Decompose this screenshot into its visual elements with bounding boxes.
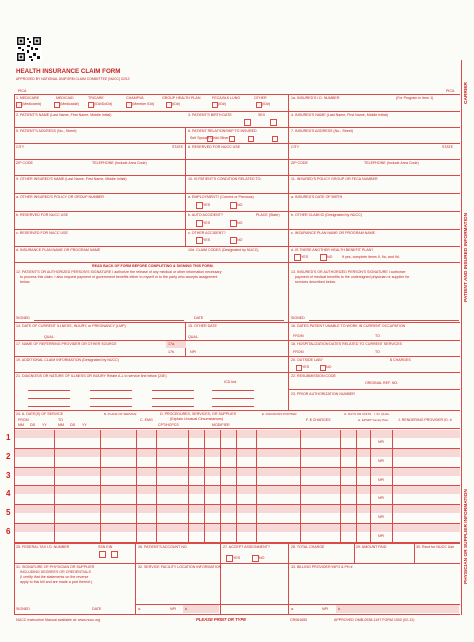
plan-yes-checkbox[interactable] xyxy=(294,254,301,261)
rule xyxy=(14,246,460,247)
field-25: 25. FEDERAL TAX I.D. NUMBER xyxy=(16,545,70,549)
readback-note: READ BACK OF FORM BEFORE COMPLETING & SIGNING THIS FORM. xyxy=(92,264,214,268)
rule xyxy=(14,543,460,544)
field-32a: a. xyxy=(138,607,141,611)
icd-ind: ICD Ind. xyxy=(224,380,238,384)
insured-tel-label: TELEPHONE (Include Area Code) xyxy=(364,161,419,165)
field-31-line2: INCLUDING DEGREES OR CREDENTIALS xyxy=(20,570,91,574)
field-7: 7. INSURED'S ADDRESS (No., Street) xyxy=(291,129,353,133)
col-divider xyxy=(185,322,186,356)
pica-left: PICA xyxy=(18,89,27,93)
service-line-npi: NPI xyxy=(378,515,384,520)
rule-top xyxy=(14,94,460,95)
insured-city-label: CITY xyxy=(291,145,300,149)
field-17a: 17a. xyxy=(168,342,175,346)
dd-24-to: DD xyxy=(70,423,76,427)
qual-15: QUAL. xyxy=(188,335,199,339)
field-24d-note: (Explain Unusual Circumstances) xyxy=(170,417,224,421)
program-note: (For Program in Item 1) xyxy=(396,96,434,100)
rule xyxy=(14,372,460,373)
field-32b: b. xyxy=(185,607,188,611)
diag-h-line xyxy=(212,398,254,399)
field-32: 32. SERVICE FACILITY LOCATION INFORMATION xyxy=(138,565,222,569)
footer-omb: APPROVED OMB-0938-1197 FORM 1500 (02-12) xyxy=(334,618,415,622)
field-14: 14. DATE OF CURRENT ILLNESS, INJURY, or PREGNANCY (LMP) xyxy=(16,324,126,328)
pica-right: PICA xyxy=(446,89,455,93)
service-line-number: 3 xyxy=(6,470,11,480)
assign-yes-checkbox[interactable] xyxy=(226,555,233,562)
assign-yes: YES xyxy=(233,556,241,560)
zip-label: ZIP CODE xyxy=(16,161,33,165)
rule xyxy=(14,175,460,176)
assign-no-checkbox[interactable] xyxy=(252,555,259,562)
field-20: 20. OUTSIDE LAB? xyxy=(291,358,323,362)
rule xyxy=(14,159,460,160)
field-11a: a. INSURED'S DATE OF BIRTH xyxy=(291,195,343,199)
field-9d: d. INSURANCE PLAN NAME OR PROGRAM NAME xyxy=(16,248,101,252)
cpt-label: CPT/HCPCS xyxy=(158,423,179,427)
lab-yes: YES xyxy=(302,365,310,369)
service-line-shaded-row xyxy=(15,449,460,457)
tel-label: TELEPHONE (Include Area Code) xyxy=(92,161,147,165)
service-line-shaded-row xyxy=(15,430,460,438)
npi-33a: NPI xyxy=(322,607,328,611)
rule-bottom xyxy=(14,614,460,615)
col-divider xyxy=(185,127,186,246)
physician-label: PHYSICIAN OR SUPPLIER INFORMATION xyxy=(464,489,469,584)
rule xyxy=(14,111,460,112)
sex-f-checkbox[interactable] xyxy=(270,119,277,126)
form-title: HEALTH INSURANCE CLAIM FORM xyxy=(16,68,121,75)
medicare-id: (Medicare#) xyxy=(22,102,42,106)
field-10a: a. EMPLOYMENT? (Current or Previous) xyxy=(188,195,254,199)
field-19: 19. ADDITIONAL CLAIM INFORMATION (Designated by NUCC) xyxy=(16,358,119,362)
field-12-line2: to process this claim. I also request payment of government benefits either to myself or to the party who accepts assignment xyxy=(20,275,218,279)
charges-20: $ CHARGES xyxy=(390,358,411,362)
diag-j-line xyxy=(90,406,132,407)
orig-ref: ORIGINAL REF. NO. xyxy=(365,381,399,385)
date-label: DATE xyxy=(194,316,204,320)
qual-14: QUAL. xyxy=(44,335,55,339)
field-26: 26. PATIENT'S ACCOUNT NO. xyxy=(138,545,188,549)
qr-code-icon xyxy=(16,36,42,62)
field-11b: b. OTHER CLAIM ID (Designated by NUCC) xyxy=(291,213,362,217)
field-16: 16. DATES PATIENT UNABLE TO WORK IN CURRENT OCCUPATION xyxy=(291,324,406,328)
field-10b: b. AUTO ACCIDENT? xyxy=(188,213,223,217)
employment-yes: YES xyxy=(203,203,211,207)
tricare-label: TRICARE xyxy=(88,96,104,100)
rule xyxy=(288,389,460,390)
diag-l-line xyxy=(212,406,254,407)
insured-state-label: STATE xyxy=(442,145,454,149)
field-6-options: Self Spouse Child Other xyxy=(190,136,229,140)
other-label: OTHER xyxy=(254,96,267,100)
service-line-shaded-row xyxy=(15,524,460,532)
field-9a: a. OTHER INSURED'S POLICY OR GROUP NUMBER xyxy=(16,195,105,199)
service-line-shaded-row xyxy=(15,486,460,494)
field-29: 29. AMOUNT PAID xyxy=(356,545,387,549)
ssn-ein: SSN EIN xyxy=(98,545,113,549)
field-6: 6. PATIENT RELATIONSHIP TO INSURED xyxy=(188,129,257,133)
rel-spouse-checkbox[interactable] xyxy=(229,136,235,142)
diag-g-line xyxy=(152,398,194,399)
ein-checkbox[interactable] xyxy=(111,551,118,558)
col-divider xyxy=(414,543,415,563)
field-10: 10. IS PATIENT'S CONDITION RELATED TO: xyxy=(188,177,262,181)
diag-b-line xyxy=(90,390,132,391)
field-24h: H. EPSDT Family Plan xyxy=(358,418,389,422)
employment-no-checkbox[interactable] xyxy=(230,202,237,209)
field-3-sex: SEX xyxy=(258,113,266,117)
mm-24-to: MM xyxy=(58,423,64,427)
diag-a-line xyxy=(28,390,70,391)
modifier-label: MODIFIER xyxy=(212,423,230,427)
city-label: CITY xyxy=(16,145,25,149)
ssn-checkbox[interactable] xyxy=(99,551,106,558)
field-2: 2. PATIENT'S NAME (Last Name, First Name, Middle Initial) xyxy=(16,113,112,117)
rule-section xyxy=(14,322,460,323)
place-state: PLACE (State) xyxy=(256,213,280,217)
field-24b: B. PLACE OF SERVICE xyxy=(104,412,137,416)
field-9: 9. OTHER INSURED'S NAME (Last Name, First Name, Middle Initial) xyxy=(16,177,127,181)
auto-yes: YES xyxy=(203,221,211,225)
field-12: 12. PATIENT'S OR AUTHORIZED PERSON'S SIGNATURE I authorize the release of any medical or other information necessary xyxy=(16,270,222,274)
dd-24: DD xyxy=(30,423,36,427)
field-17b: 17b. xyxy=(168,350,175,354)
insured-signature-line xyxy=(309,320,459,321)
field-33b: b. xyxy=(338,607,341,611)
field-11: 11. INSURED'S POLICY GROUP OR FECA NUMBER xyxy=(291,177,378,181)
service-line-number: 6 xyxy=(6,527,11,536)
employment-yes-checkbox[interactable] xyxy=(196,202,203,209)
field-13-line2: payment of medical benefits to the undersigned physician or supplier for xyxy=(295,275,410,279)
diag-c-line xyxy=(152,390,194,391)
feca-label: FECA BLK LUNG xyxy=(212,96,241,100)
field-4: 4. INSURED'S NAME (Last Name, First Name, Middle Initial) xyxy=(291,113,388,117)
medicare-label: 1. MEDICARE xyxy=(16,96,39,100)
field-33a: a. xyxy=(291,607,294,611)
service-line-shaded-row xyxy=(15,468,460,476)
rule xyxy=(14,428,460,429)
service-line-entry[interactable] xyxy=(14,514,462,524)
yy-24-to: YY xyxy=(82,423,87,427)
field-9b: b. RESERVED FOR NUCC USE xyxy=(16,213,69,217)
field-24e: E. DIAGNOSIS POINTER xyxy=(262,412,297,416)
field-33b-shade xyxy=(336,605,459,613)
rule xyxy=(14,229,460,230)
diag-d-line xyxy=(212,390,254,391)
field-32b-shade xyxy=(183,605,219,613)
date-line xyxy=(210,320,284,321)
rule xyxy=(14,211,460,212)
npi-32a: NPI xyxy=(170,607,176,611)
rel-child-checkbox[interactable] xyxy=(248,136,254,142)
service-line-number: 2 xyxy=(6,451,11,461)
rule xyxy=(14,356,460,357)
diag-k-line xyxy=(152,406,194,407)
field-13-line3: services described below. xyxy=(295,280,336,284)
field-24j: J. RENDERING PROVIDER ID. # xyxy=(398,418,452,422)
field-15: 15. OTHER DATE xyxy=(188,324,217,328)
field-11d: d. IS THERE ANOTHER HEALTH BENEFIT PLAN? xyxy=(291,248,374,252)
other-acc-yes: YES xyxy=(203,238,211,242)
col-divider xyxy=(354,543,355,563)
service-line-entry[interactable] xyxy=(14,458,462,468)
rule xyxy=(14,340,460,341)
signed-31: SIGNED xyxy=(16,607,30,611)
service-line-entry[interactable] xyxy=(14,439,462,449)
signature-line xyxy=(34,320,184,321)
to-24: TO xyxy=(58,418,63,422)
service-line-npi: NPI xyxy=(378,496,384,501)
tricare-id: (ID#/DoD#) xyxy=(94,102,113,106)
rel-other-checkbox[interactable] xyxy=(272,136,278,142)
to-18: TO xyxy=(375,350,380,354)
carrier-label: CARRIER xyxy=(464,82,469,104)
field-24f: F. $ CHARGES xyxy=(306,418,331,422)
npi-17b: NPI xyxy=(190,350,196,354)
field-12-line3: below. xyxy=(20,280,31,284)
service-line-npi: NPI xyxy=(378,440,384,444)
diag-f-line xyxy=(90,398,132,399)
service-line-entry[interactable] xyxy=(14,495,462,505)
field-31: 31. SIGNATURE OF PHYSICIAN OR SUPPLIER xyxy=(16,565,95,569)
other-acc-no-checkbox[interactable] xyxy=(230,237,237,244)
plan-note: If yes, complete items 9, 9a, and 9d. xyxy=(342,255,400,259)
other-acc-no: NO xyxy=(237,238,243,242)
auto-no-checkbox[interactable] xyxy=(230,220,237,227)
field-22: 22. RESUBMISSION CODE xyxy=(291,374,336,378)
mm-24: MM xyxy=(18,423,24,427)
to-16: TO xyxy=(375,334,380,338)
rule xyxy=(14,262,460,263)
field-11c: c. INSURANCE PLAN NAME OR PROGRAM NAME xyxy=(291,231,376,235)
sex-m-checkbox[interactable] xyxy=(244,119,251,126)
footer-instructions: NUCC Instruction Manual available at: www.nucc.org xyxy=(16,618,101,622)
field-8: 8. RESERVED FOR NUCC USE xyxy=(188,145,241,149)
service-line-entry[interactable] xyxy=(14,533,462,543)
field-21: 21. DIAGNOSIS OR NATURE OF ILLNESS OR INJURY Relate A-L to service line below (24E) xyxy=(16,374,167,378)
employment-no: NO xyxy=(237,203,243,207)
field-24c: C. EMG xyxy=(140,418,153,422)
from-24: FROM xyxy=(18,418,29,422)
service-line-shaded-row xyxy=(15,505,460,513)
field-23: 23. PRIOR AUTHORIZATION NUMBER xyxy=(291,392,355,396)
plan-no-checkbox[interactable] xyxy=(320,254,327,261)
rule xyxy=(14,193,460,194)
field-24i: I. ID. QUAL. xyxy=(374,412,391,416)
champva-label: CHAMPVA xyxy=(126,96,144,100)
service-line-npi: NPI xyxy=(378,458,384,463)
signed-label: SIGNED xyxy=(16,316,30,320)
feca-id: (ID#) xyxy=(218,102,226,106)
col-divider xyxy=(288,94,289,322)
plan-no: NO xyxy=(327,255,333,259)
date-31: DATE xyxy=(92,607,102,611)
field-24g: G. DAYS OR UNITS xyxy=(344,412,372,416)
field-27: 27. ACCEPT ASSIGNMENT? xyxy=(223,545,270,549)
field-24a: 24. A. DATE(S) OF SERVICE xyxy=(16,412,63,416)
auto-no: NO xyxy=(237,221,243,225)
rule xyxy=(14,143,460,144)
yy-24: YY xyxy=(42,423,47,427)
assign-no: NO xyxy=(259,556,265,560)
rule xyxy=(14,563,460,564)
group-label: GROUP HEALTH PLAN xyxy=(162,96,201,100)
service-line-number: 4 xyxy=(6,489,11,499)
rel-self-checkbox[interactable] xyxy=(207,136,213,142)
field-31-line4: apply to this bill and are made a part thereof.) xyxy=(20,580,93,584)
field-3: 3. PATIENT'S BIRTH DATE xyxy=(188,113,232,117)
side-divider xyxy=(461,60,462,615)
field-30: 30. Rsvd for NUCC Use xyxy=(416,545,455,549)
approved-note: APPROVED BY NATIONAL UNIFORM CLAIM COMMITTEE (NUCC) 02/12 xyxy=(16,77,130,81)
state-label: STATE xyxy=(172,145,184,149)
diag-e-line xyxy=(28,398,70,399)
field-9c: c. RESERVED FOR NUCC USE xyxy=(16,231,68,235)
insured-zip-label: ZIP CODE xyxy=(291,161,308,165)
other-id: (ID#) xyxy=(262,102,270,106)
rule xyxy=(14,410,460,411)
field-10c: c. OTHER ACCIDENT? xyxy=(188,231,226,235)
field-33: 33. BILLING PROVIDER INFO & PH # xyxy=(291,565,353,569)
other-acc-yes-checkbox[interactable] xyxy=(196,237,203,244)
service-line-number: 5 xyxy=(6,508,11,518)
footer-print: PLEASE PRINT OR TYPE xyxy=(196,617,247,622)
from-18: FROM xyxy=(293,350,304,354)
medicaid-label: MEDICAID xyxy=(56,96,74,100)
col-divider xyxy=(288,322,289,410)
diag-i-line xyxy=(28,406,70,407)
rule xyxy=(14,127,460,128)
field-28: 28. TOTAL CHARGE xyxy=(291,545,325,549)
field-18: 18. HOSPITALIZATION DATES RELATED TO CURRENT SERVICES xyxy=(291,342,402,346)
field-17: 17. NAME OF REFERRING PROVIDER OR OTHER SOURCE xyxy=(16,342,117,346)
champva-id: (Member ID#) xyxy=(132,102,155,106)
plan-yes: YES xyxy=(301,255,309,259)
medicaid-id: (Medicaid#) xyxy=(60,102,79,106)
field-13: 13. INSURED'S OR AUTHORIZED PERSON'S SIGNATURE I authorize xyxy=(291,270,406,274)
field-5: 5. PATIENT'S ADDRESS (No., Street) xyxy=(16,129,77,133)
insured-id-label: 1a. INSURED'S I.D. NUMBER xyxy=(291,96,340,100)
insured-signed-label: SIGNED xyxy=(291,316,305,320)
service-line-entry[interactable] xyxy=(14,477,462,487)
from-16: FROM xyxy=(293,334,304,338)
auto-yes-checkbox[interactable] xyxy=(196,220,203,227)
service-line-npi: NPI xyxy=(378,477,384,482)
group-id: (ID#) xyxy=(172,102,180,106)
lab-no: NO xyxy=(326,365,332,369)
field-24d: D. PROCEDURES, SERVICES, OR SUPPLIES xyxy=(160,412,237,416)
service-line-npi: NPI xyxy=(378,534,384,538)
footer-code: CR061650 xyxy=(290,618,308,622)
field-31-line3: (I certify that the statements on the reverse xyxy=(20,575,89,579)
field-10d: 10d. CLAIM CODES (Designated by NUCC) xyxy=(188,248,259,252)
service-line-number: 1 xyxy=(6,433,11,442)
patient-insured-label: PATIENT AND INSURED INFORMATION xyxy=(464,212,469,302)
